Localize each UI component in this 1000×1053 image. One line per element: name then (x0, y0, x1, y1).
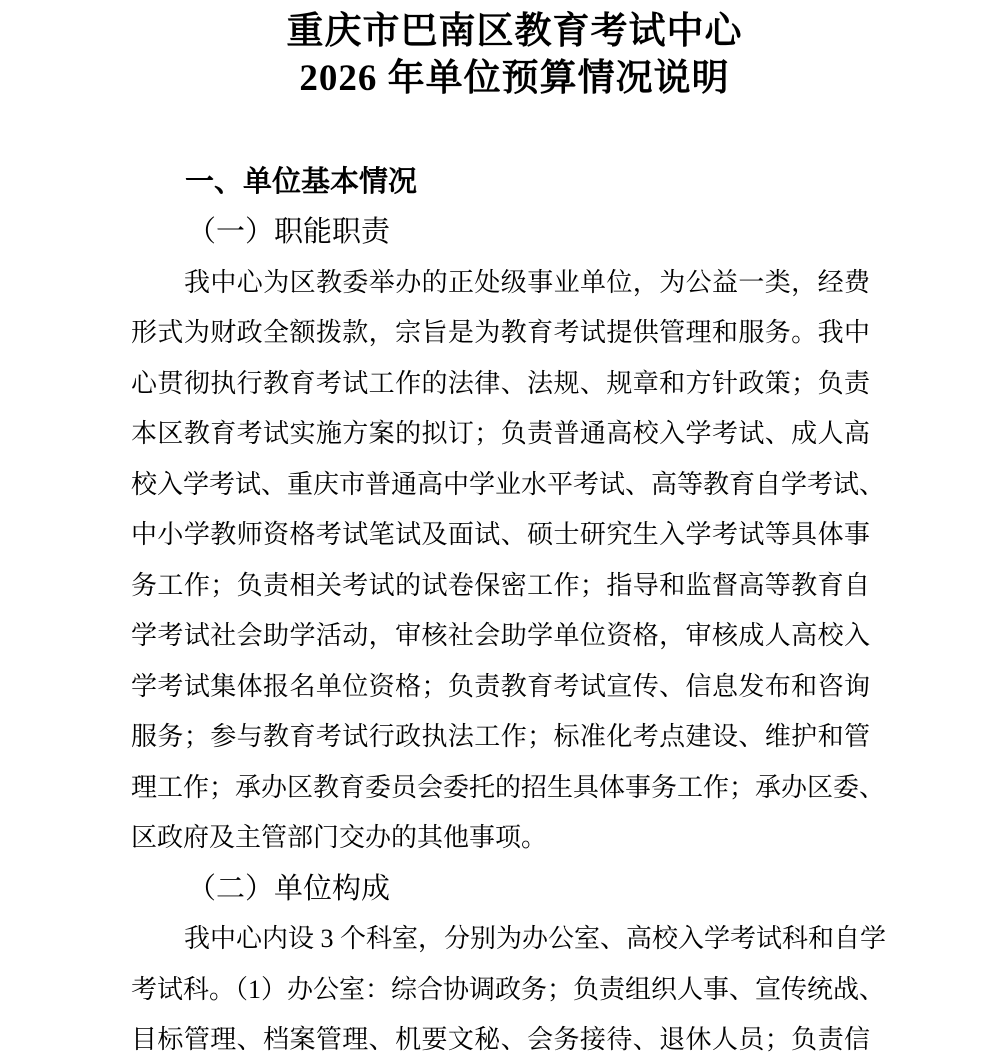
text-line: 服务；参与教育考试行政执法工作；标准化考点建设、维护和管 (131, 722, 870, 751)
section-heading-basic-info: 一、单位基本情况 (185, 166, 418, 198)
text-line: 我中心内设 3 个科室，分别为办公室、高校入学考试科和自学 (184, 924, 887, 953)
document-content (131, 0, 887, 1053)
text-line: 本区教育考试实施方案的拟订；负责普通高校入学考试、成人高 (131, 419, 870, 448)
paragraph-composition (131, 914, 887, 1053)
text-line: 理工作；承办区教育委员会委托的招生具体事务工作；承办区委、 (131, 772, 886, 802)
text-line: 心贯彻执行教育考试工作的法律、法规、规章和方针政策；负责 (131, 368, 870, 398)
text-line: 学考试社会助学活动，审核社会助学单位资格，审核成人高校入 (131, 621, 870, 650)
document-title (145, 0, 884, 102)
text-line: 区政府及主管部门交办的其他事项。 (131, 823, 548, 852)
subsection-heading-duties: （一）职能职责 (187, 216, 391, 248)
text-line: 务工作；负责相关考试的试卷保密工作；指导和监督高等教育自 (131, 570, 870, 600)
document-title-line-1: 重庆市巴南区教育考试中心 (286, 11, 743, 52)
text-line: 考试科。（1）办公室：综合协调政务；负责组织人事、宣传统战、 (131, 974, 886, 1004)
paragraph-duties (131, 258, 886, 864)
text-line: 形式为财政全额拨款，宗旨是为教育考试提供管理和服务。我中 (131, 318, 870, 347)
document-title-line-2: 2026 年单位预算情况说明 (299, 58, 730, 99)
text-line: 中小学教师资格考试笔试及面试、硕士研究生入学考试等具体事 (131, 520, 870, 549)
text-line: 校入学考试、重庆市普通高中学业水平考试、高等教育自学考试、 (131, 469, 886, 499)
text-line: 学考试集体报名单位资格；负责教育考试宣传、信息发布和咨询 (131, 671, 870, 701)
text-line: 我中心为区教委举办的正处级事业单位，为公益一类，经费 (184, 267, 870, 297)
subsection-heading-composition: （二）单位构成 (187, 872, 391, 905)
text-line: 目标管理、档案管理、机要文秘、会务接待、退休人员；负责信 (131, 1025, 870, 1053)
